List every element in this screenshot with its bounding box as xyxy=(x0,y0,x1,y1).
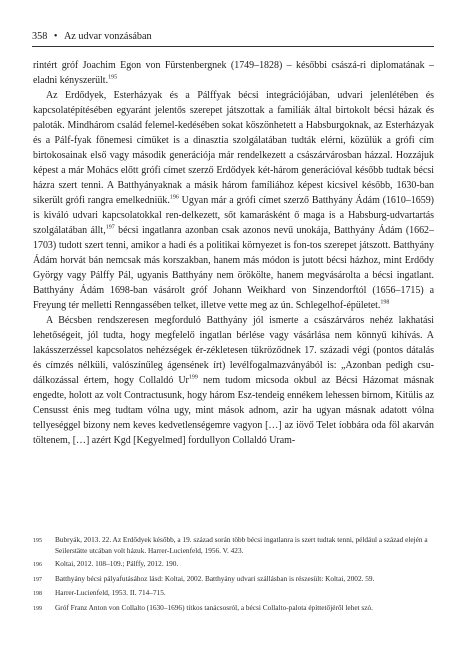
footnote xyxy=(33,574,434,586)
footnote-number: 197 xyxy=(33,576,42,583)
footnote xyxy=(33,559,434,571)
footnote-reference: 197 xyxy=(105,224,115,231)
footnote xyxy=(33,535,434,556)
body-text xyxy=(33,58,434,448)
footnote-text: Batthyány bécsi pályafutásához lásd: Koltai, 2002. Batthyány udvari szállásban is részesült: Koltai, 2002. 59. xyxy=(55,573,375,583)
paragraph-text: Az Erdődyek, Esterházyak és a Pálffyak bécsi integrációjában, udvari jelenlétében és kapcsolatépítésében egyaránt jelentős szerepet játszottak a familiák által birtokolt bécsi házak és paloták. Mindhárom család felemel-kedésében sokat köszönhetett a Habsburgoknak, az Esterházyak és a Pálf-fyak főnemesi címüket is a dinasztia szolgálatában tudták elérni, közülük a grófi cím birtokosainak első vagy második generációja már rendelkezett a császárvárosban házzal. Hozzájuk képest a már Mohács előtt grófi címet szerző Erdődyek két-három generációval később tudtak bécsi házra szert tenni. A Batthyányaknak a másik három famíliához képest kicsivel később, 1630-ban sikerült grófi rangra emelkedniük. xyxy=(33,90,434,207)
footnote-reference: 196 xyxy=(169,194,179,201)
footnote-number: 199 xyxy=(33,605,42,612)
footnote-text: Bubryák, 2013. 22. Az Erdődyek később, a 19. század során több bécsi ingatlanra is szert tudtak tenni, például a század elején a Seilerstätte utcában volt házuk. Harrer-Lucienfeld, 1956. V. 423. xyxy=(55,535,428,555)
footnote-number: 198 xyxy=(33,591,42,598)
footnote-reference: 199 xyxy=(188,375,198,382)
paragraph-text: rintért gróf Joachim Egon von Fürstenbergnek (1749–1828) – későbbi császá-ri diplomatának – eladni kényszerült. xyxy=(33,60,434,87)
paragraph-text: bécsi ingatlanra azonban csak azonos nevű unokája, Batthyány Ádám (1662–1703) tudott szert tenni, amikor a hadi és a politikai környezet is fon-tos szerepet játszott. Batthyány Ádám horvát bán nemcsak más korszakban, hanem más módon is jutott bécsi házhoz, mint Erdődy György vagy Pálffy Pál, ugyanis Batthyány nem örökölte, hanem megvásárolta a bécsi ingatlant. Batthyány Ádám 1698-ban vásárolt gróf Johann Weikhard von Sinzendorftól (1656–1715) a Freyung tér melletti Renngassében telket, illetve vette meg az ún. Schlegelhof-épületet. xyxy=(33,225,434,312)
paragraph-text: Ugyan már a grófi címet szerző Batthyány Ádám (1610–1659) is kiváló udvari kapcsolatokkal ren-delkezett, sőt kamarásként ő maga is a Habsburg-udvartartás szolgálatában állt, xyxy=(33,195,434,237)
paragraph-text: A Bécsben rendszeresen megforduló Batthyány jól ismerte a császárváros nehéz lakhatási lehetőségeit, jól tudta, hogy megfelelő ingatlan bérlése vagy vásárlása nem könnyű kihívás. A lakásszerzéssel kapcsolatos nehézségek ér-zékletesen tükröződnek 17. századi végi (pontos dátalás és címzés nélküli, valószínűleg ágensének írt) levélfogalmazványából is: „Azonban pedigh csu-dálkozással értem, hogy Collaldó Ur xyxy=(33,315,434,387)
footnote-reference: 198 xyxy=(380,299,390,306)
footnote-reference: 195 xyxy=(108,74,118,81)
chapter-title: Az udvar vonzásában xyxy=(63,31,152,42)
footnote xyxy=(33,603,434,615)
footnote xyxy=(33,588,434,600)
footnote-number: 195 xyxy=(33,538,42,544)
paragraph-text: nem tudom micsoda okbul az Bécsi Házomat másnak engedte, holott az volt Contractusunk, hogy három Esz-tendeig ennékem lehessen birnom, Kitülis az Censusst énis meg tudtam vólna ugy, mint mások adnom, azir ha ugyan másnak adatott vólna tellyeséggel bizony nem keves kedvetlenségemre vagyon […] az iövő Telet íobbára oda föl akarván töltenem, […] azért Kgd [Kegyelmed] fordullyon Collaldó Uram- xyxy=(33,375,434,447)
paragraph xyxy=(33,88,434,313)
footnote-text: Gróf Franz Anton von Collalto (1630–1696) titkos tanácsosról, a bécsi Collalto-palota építtetőjéről lehet szó. xyxy=(55,602,373,612)
paragraph xyxy=(33,58,434,88)
footnote-text: Harrer-Lucienfeld, 1953. II. 714–715. xyxy=(55,588,166,598)
page-number: 358 xyxy=(32,31,48,42)
running-head xyxy=(32,30,434,47)
footnote-text: Koltai, 2012. 108–109.; Pálffy, 2012. 190. xyxy=(55,559,179,569)
footnote-number: 196 xyxy=(33,562,42,569)
paragraph xyxy=(33,313,434,448)
footnotes xyxy=(33,535,434,617)
header-separator: • xyxy=(53,31,58,42)
